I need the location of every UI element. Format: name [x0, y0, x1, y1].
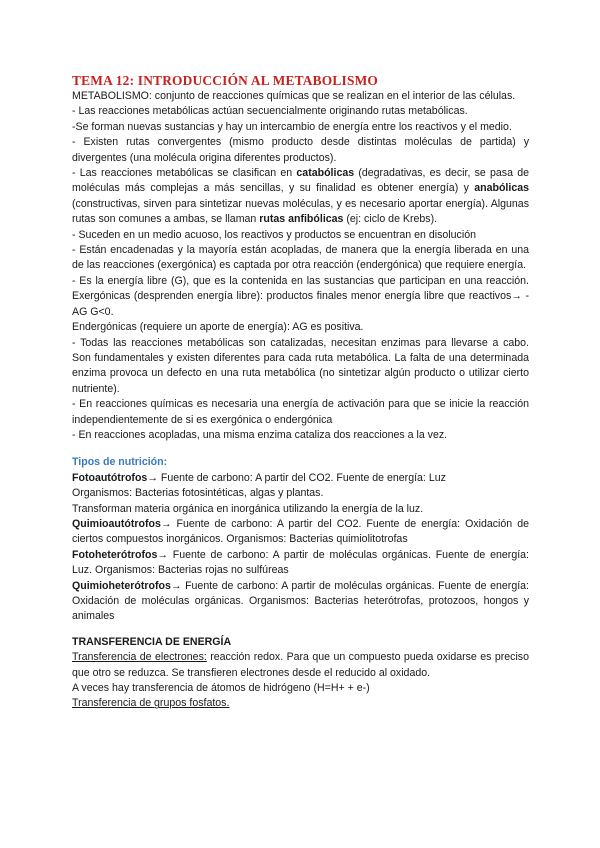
text-run: (ej: ciclo de Krebs). [343, 213, 438, 226]
term-catabolicas: catabólicas [296, 167, 355, 180]
definition-paragraph: METABOLISMO: conjunto de reacciones químicas que se realizan en el interior de las células. [72, 90, 516, 102]
term-fotoheterotrofos: Fotoheterótrofos [72, 548, 158, 561]
quimioheterotrofos-line [72, 579, 529, 625]
fotoautotrofos-organismos: Organismos: Bacterias fotosintéticas, algas y plantas. [72, 487, 324, 500]
bullet-encadenadas: - Están encadenadas y la mayoría están acopladas, de manera que la energía liberada en una de las reacciones (exergónica) es captada por otra reacción (endergónica) que requiere energía. [72, 244, 529, 272]
text-run: → Fuente de carbono: A partir de moléculas orgánicas. Fuente de energía: Oxidación de moléculas orgánicas. Organismos: Bacterias heterótrofas, protozoos, hongos y animales [72, 579, 529, 623]
text-run: (degradativas, es decir, se pasa de moléculas más complejas a más sencillas, y su finalidad es obtener energía) y [72, 167, 529, 195]
term-anfibolicas: rutas anfibólicas [259, 213, 344, 226]
text-run: → Fuente de carbono: A partir del CO2. Fuente de energía: Oxidación de ciertos compuestos inorgánicos. Organismos: Bacterias quimiolitotrofas [72, 517, 529, 546]
term-quimioheterotrofos: Quimioheterótrofos [72, 579, 171, 592]
term-quimioautotrofos: Quimioautótrofos [72, 517, 161, 530]
spacer [72, 625, 529, 635]
term-fotoautotrofos: Fotoautótrofos [72, 471, 148, 484]
fotoheterotrofos-line [72, 548, 529, 579]
term-anabolicas: anabólicas [474, 182, 529, 195]
text-run: reacción redox. Para que un compuesto pueda oxidarse es preciso que otro se reduzca. Se transfieren electrones desde el reducido al oxidado. [72, 651, 529, 679]
quimioautotrofos-line [72, 517, 529, 548]
text-run: - Las reacciones metabólicas se clasifican en [72, 167, 297, 180]
text-run: (constructivas, sirven para sintetizar nuevas moléculas, y es necesario aportar energía). Algunas rutas son comunes a ambas, se llaman [72, 197, 529, 226]
text-run: → Fuente de carbono: A partir del CO2. Fuente de energía: Luz [147, 471, 446, 484]
bullet-convergentes: - Existen rutas convergentes (mismo producto desde distintas moléculas de partida) y divergentes (una molécula origina diferentes productos). [72, 136, 529, 164]
fotoautotrofos-transforman: Transforman materia orgánica en inorgánica utilizando la energía de la luz. [72, 502, 424, 515]
transferencia-hidrogeno: A veces hay transferencia de átomos de hidrógeno (H=H+ + e-) [72, 682, 370, 695]
bullet-medio-acuoso: - Suceden en un medio acuoso, los reactivos y productos se encuentran en disolución [72, 228, 476, 241]
bullet-catalizadas: - Todas las reacciones metabólicas son catalizadas, necesitan enzimas para llevarse a cabo. Son fundamentales y existen diferentes para cada ruta metabólica. La falta de una determinada enzima provoca un defecto en una ruta metabólica (no sintetizar algún producto o utilizar cierto nutriente). [72, 336, 529, 395]
transferencia-fosfatos: Transferencia de grupos fosfatos. [72, 697, 230, 710]
document-page [72, 72, 529, 712]
bullet-sustancias: -Se forman nuevas sustancias y hay un intercambio de energía entre los reactivos y el medio. [72, 120, 512, 133]
transferencia-heading: TRANSFERENCIA DE ENERGÍA [72, 635, 232, 648]
endergonicas-line: Endergónicas (requiere un aporte de energía): AG es positiva. [72, 321, 364, 334]
bullet-activacion: - En reacciones químicas es necesaria una energía de activación para que se inicie la reacción independientemente de si es exergónica o endergónica [72, 398, 529, 426]
bullet-acopladas: - En reacciones acopladas, una misma enzima cataliza dos reacciones a la vez. [72, 428, 448, 441]
text-run: → Fuente de carbono: A partir de moléculas orgánicas. Fuente de energía: Luz. Organismos: Bacterias rojas no sulfúreas [72, 548, 529, 577]
page-title: TEMA 12: INTRODUCCIÓN AL METABOLISMO [72, 73, 379, 88]
fotoautotrofos-line [72, 471, 529, 486]
electrones-label: Transferencia de electrones: [72, 651, 207, 664]
nutricion-heading: Tipos de nutrición: [72, 456, 168, 469]
bullet-clasificacion [72, 166, 529, 228]
spacer [72, 443, 529, 455]
transferencia-electrones [72, 650, 529, 681]
bullet-rutas: - Las reacciones metabólicas actúan secuencialmente originando rutas metabólicas. [72, 105, 468, 118]
bullet-energia-libre: - Es la energía libre (G), que es la contenida en las sustancias que participan en una reacción. Exergónicas (desprenden energía libre): productos finales menor energía libre que reactivos→ -AG G<0. [72, 274, 529, 318]
